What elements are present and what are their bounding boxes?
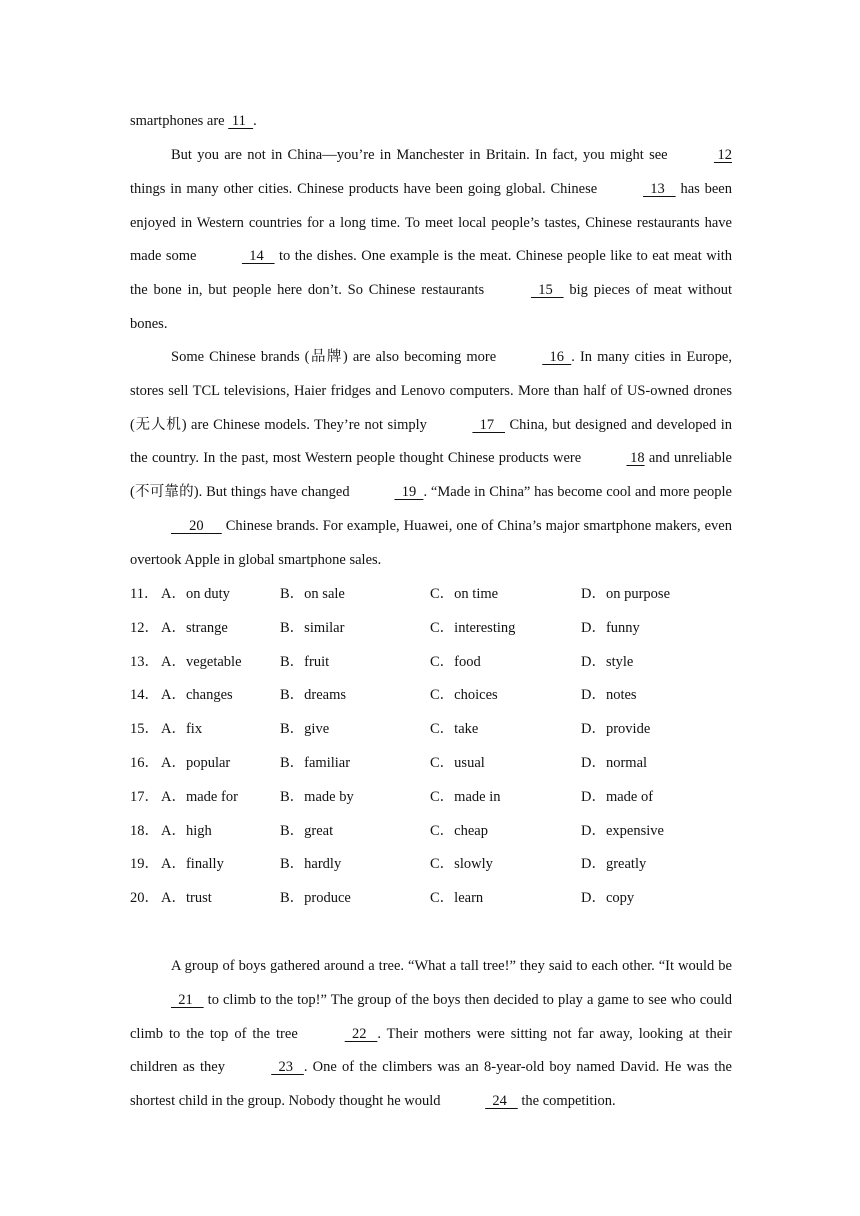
question-number: 15．: [130, 721, 159, 738]
question-options-list: [130, 578, 732, 916]
option-c: C．made in: [430, 788, 501, 805]
blank-12: 12: [713, 147, 732, 163]
option-d: D．greatly: [581, 856, 647, 873]
text-segment: has been enjoyed in Western countries for a long time. To meet local people’s tastes, Chinese restaurants have made some: [130, 180, 732, 265]
blank-17: 17: [472, 416, 506, 433]
blank-13: 13: [643, 180, 676, 197]
option-b: B．give: [280, 721, 330, 738]
text-segment: . One of the climbers was an 8-year-old boy named David. He was the shortest child in the group. Nobody thought he would: [130, 1059, 732, 1110]
option-c: C．usual: [430, 754, 485, 771]
option-b: B．fruit: [280, 653, 330, 670]
blank-15: 15: [530, 282, 564, 299]
blank-14: 14: [241, 248, 275, 265]
question-row: [130, 713, 732, 747]
option-b: B．similar: [280, 619, 345, 636]
question-row: [130, 848, 732, 882]
blank-24: 24: [485, 1093, 518, 1110]
text-segment: Chinese brands. For example, Huawei, one of China’s major smartphone makers, even overtook Apple in global smartphone sales.: [130, 517, 732, 568]
option-c: C．take: [430, 721, 479, 738]
text-segment: to the dishes. One example is the meat. Chinese people like to eat meat with the bone in, but people here don’t. So Chinese restaurants: [130, 248, 733, 299]
option-d: D．provide: [581, 721, 651, 738]
option-d: D．made of: [581, 788, 654, 805]
question-number: 11．: [130, 586, 159, 602]
question-row: [130, 747, 732, 781]
option-b: B．produce: [280, 890, 351, 907]
blank-11: 11: [228, 113, 254, 129]
option-c: C．slowly: [430, 856, 493, 873]
text-segment: . “Made in China” has become cool and more people: [423, 484, 732, 501]
option-d: D．copy: [581, 890, 635, 907]
option-b: B．familiar: [280, 754, 351, 771]
question-number: 20．: [130, 890, 159, 907]
question-row: [130, 612, 732, 646]
option-b: B．dreams: [280, 687, 347, 704]
option-c: C．learn: [430, 890, 484, 907]
option-a: A．changes: [161, 687, 233, 704]
text-segment: to climb to the top!” The group of the boys then decided to play a game to see who could climb to the top of the tree: [130, 991, 732, 1042]
passage1-paragraph-2: [130, 139, 732, 342]
text-segment: smartphones are: [130, 113, 229, 129]
option-c: C．cheap: [430, 822, 488, 839]
question-row: [130, 815, 732, 849]
text-segment: Some Chinese brands (品牌) are also becoming more: [171, 349, 502, 365]
blank-22: 22: [344, 1025, 378, 1042]
blank-19: 19: [394, 484, 424, 501]
blank-16: 16: [542, 349, 572, 365]
text-segment: China, but designed and developed in the country. In the past, most Western people thought Chinese products were: [130, 416, 732, 467]
blank-23: 23: [271, 1059, 304, 1076]
question-number: 16．: [130, 754, 159, 771]
option-a: A．popular: [161, 754, 231, 771]
option-a: A．on duty: [161, 586, 230, 602]
text-segment: . In many cities in Europe, stores sell TCL televisions, Haier fridges and Lenovo computers. More than half of US-owned drones (无人机) are Chinese models. They’re not simply: [130, 349, 732, 433]
question-number: 12．: [130, 619, 159, 636]
text-segment: the competition.: [517, 1093, 616, 1110]
option-a: A．trust: [161, 890, 212, 907]
question-number: 17．: [130, 788, 159, 805]
option-c: C．on time: [430, 586, 499, 602]
question-row: [130, 882, 732, 916]
option-b: B．great: [280, 822, 334, 839]
blank-20: 20: [171, 517, 222, 534]
option-d: D．on purpose: [581, 586, 671, 602]
question-row: [130, 679, 732, 713]
option-b: B．on sale: [280, 586, 345, 602]
option-d: D．notes: [581, 687, 637, 704]
option-a: A．vegetable: [161, 653, 242, 670]
passage2-paragraph-1: [130, 950, 732, 1119]
option-d: D．normal: [581, 754, 648, 771]
option-d: D．expensive: [581, 822, 664, 839]
option-d: D．style: [581, 653, 634, 670]
question-number: 19．: [130, 856, 159, 873]
question-row: [130, 781, 732, 815]
option-c: C．choices: [430, 687, 498, 704]
option-a: A．fix: [161, 721, 203, 738]
option-a: A．made for: [161, 788, 238, 805]
text-segment: big pieces of meat without bones.: [130, 282, 732, 332]
blank-21: 21: [171, 991, 204, 1008]
option-a: A．finally: [161, 856, 224, 873]
text-segment: things in many other cities. Chinese products have been going global. Chinese: [130, 180, 602, 197]
option-b: B．hardly: [280, 856, 342, 873]
text-segment: But you are not in China—you’re in Manchester in Britain. In fact, you might see: [171, 147, 673, 163]
text-segment: . Their mothers were sitting not far away, looking at their children as they: [130, 1025, 732, 1076]
question-number: 14．: [130, 687, 159, 704]
option-b: B．made by: [280, 788, 354, 805]
blank-18: 18: [626, 450, 645, 467]
option-c: C．interesting: [430, 619, 516, 636]
text-segment: A group of boys gathered around a tree. “What a tall tree!” they said to each other. “It would be: [171, 958, 732, 974]
passage1-paragraph-1: [130, 105, 732, 139]
question-row: [130, 646, 732, 680]
option-a: A．high: [161, 822, 212, 839]
option-a: A．strange: [161, 619, 228, 636]
question-number: 13．: [130, 653, 159, 670]
text-segment: and unreliable (不可靠的). But things have changed: [130, 450, 732, 501]
option-c: C．food: [430, 653, 481, 670]
text-segment: .: [253, 113, 257, 129]
option-d: D．funny: [581, 619, 640, 636]
question-number: 18．: [130, 822, 159, 839]
question-row: [130, 578, 732, 612]
passage1-paragraph-3: [130, 341, 732, 578]
